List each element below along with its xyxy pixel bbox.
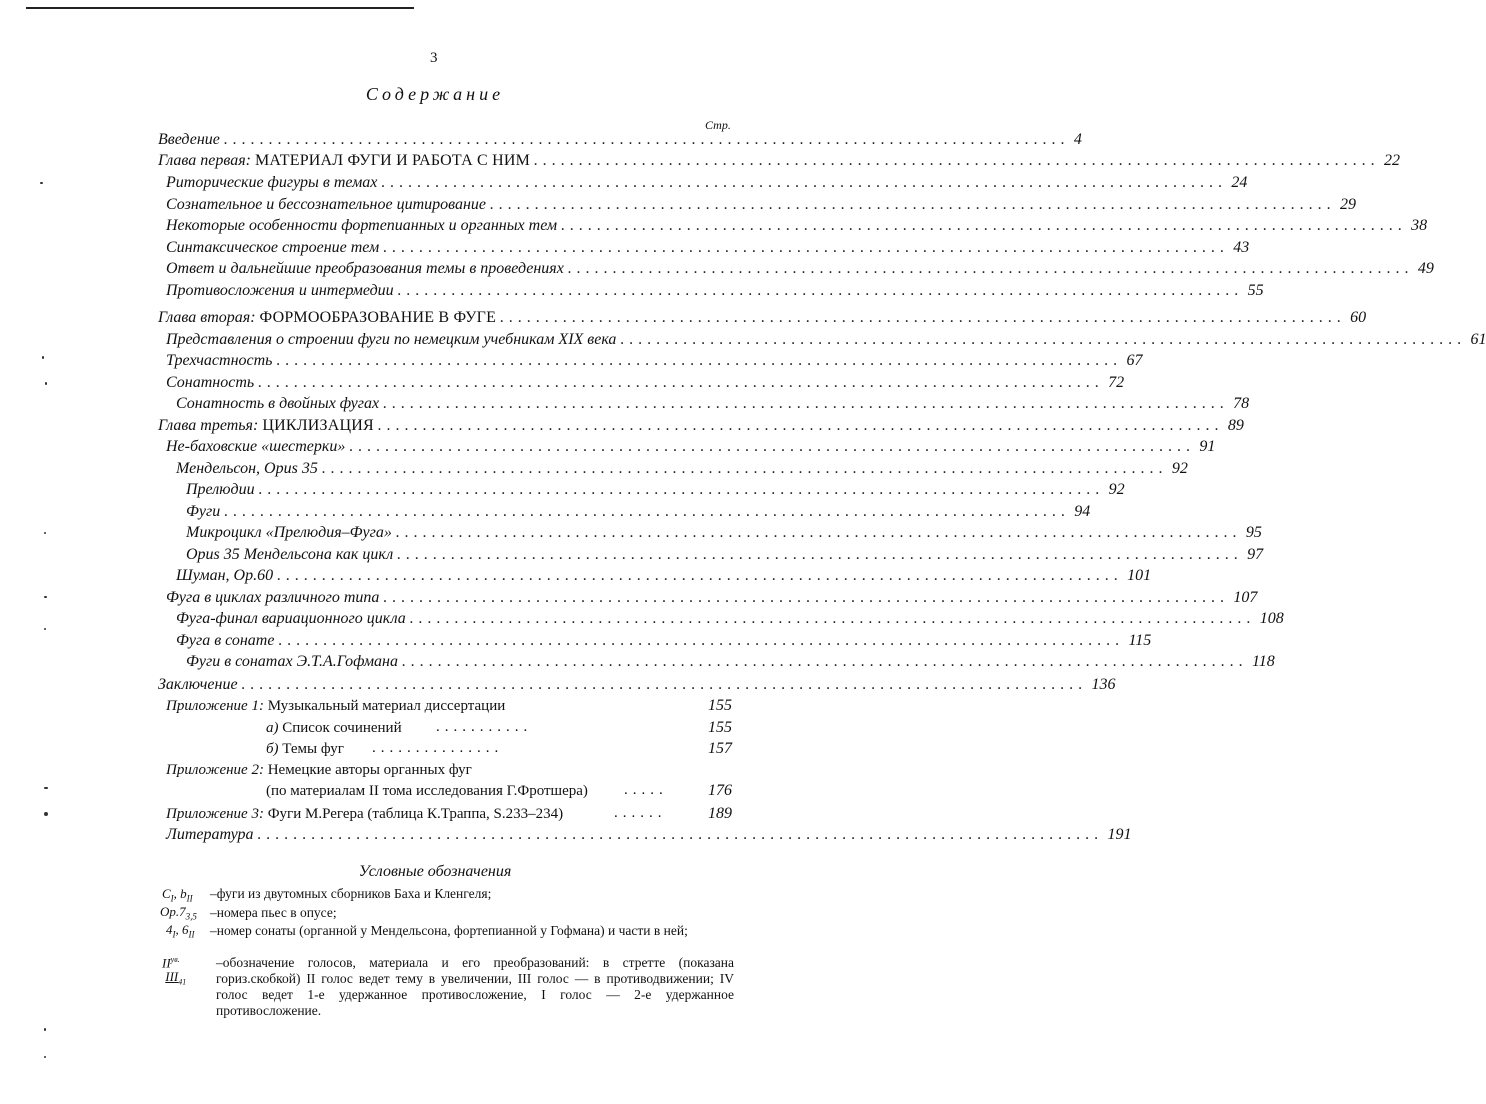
page-number: 3 [430, 50, 438, 66]
appendix-2-leader: ..... [624, 782, 668, 798]
scan-mark [44, 787, 48, 789]
toc-entry-piano-organ-themes: Некоторые особенности фортепианных и органных тем .............................................................................................. 38 [166, 217, 1428, 234]
appendix-3-page: 189 [708, 805, 732, 822]
toc-entry-literature: Литература .............................................................................................. 191 [166, 826, 1132, 843]
toc-entry-answer: Ответ и дальнейшие преобразования темы в проведениях .............................................................................................. 49 [166, 260, 1434, 277]
toc-entry-hoffmann-sonatas: Фуги в сонатах Э.Т.А.Гофмана .............................................................................................. 118 [186, 653, 1275, 670]
toc-entry-non-bach-sets: Не-баховские «шестерки» .............................................................................................. 91 [166, 438, 1216, 455]
legend-text: –обозначение голосов, материала и его преобразований: в стретте (показана гориз.скобкой) II голос ведет тему в увеличении, III голос — в противодвижении; IV голос ведет 1-е удержанное противосложение, I голос — 2-е удержанное противосложение. [216, 955, 734, 1018]
top-rule [26, 7, 414, 9]
appendix-1a-page: 155 [708, 719, 732, 736]
scan-mark [44, 812, 48, 816]
legend-symbol: $4_I$, $6_{II}$ [166, 922, 195, 940]
legend-symbol: $Op.7_{3,5}$ [160, 904, 197, 922]
toc-entry-chapter-1: Глава первая: МАТЕРИАЛ ФУГИ И РАБОТА С НИМ .............................................................................................. 22 [158, 152, 1401, 169]
legend-text: –номера пьес в опусе; [210, 905, 337, 920]
appendix-2-page: 176 [708, 782, 732, 799]
toc-entry-countersubjects: Противосложения и интермедии .............................................................................................. 55 [166, 282, 1264, 299]
toc-entry-fugue-in-cycles: Фуга в циклах различного типа .............................................................................................. 107 [166, 589, 1258, 606]
appendix-1: Приложение 1: Музыкальный материал диссертации [166, 698, 506, 714]
scan-mark [40, 182, 43, 184]
toc-entry-introduction: Введение .............................................................................................. 4 [158, 131, 1082, 148]
toc-entry-double-fugues: Сонатность в двойных фугах .............................................................................................. 78 [176, 395, 1250, 412]
scan-mark [45, 382, 47, 385]
toc-entry-rhetorical-figures: Риторические фигуры в темах .............................................................................................. 24 [166, 174, 1248, 191]
appendix-1a-leader: ........... [436, 719, 533, 735]
scan-mark [44, 532, 46, 534]
toc-entry-mendelssohn-op35: Мендельсон, Opus 35 .............................................................................................. 92 [176, 460, 1188, 477]
appendix-1a: а) Список сочинений [266, 720, 402, 736]
appendix-2: Приложение 2: Немецкие авторы органных фуг [166, 762, 472, 778]
appendix-1b: б) Темы фуг [266, 741, 344, 757]
scan-mark [44, 1056, 46, 1058]
toc-entry-german-textbooks: Представления о строении фуги по немецким учебникам XIX века .............................................................................................. 61 [166, 331, 1486, 348]
toc-entry-fugue-in-sonata: Фуга в сонате .............................................................................................. 115 [176, 632, 1152, 649]
toc-entry-microcycle: Микроцикл «Прелюдия–Фуга» .............................................................................................. 95 [186, 524, 1262, 541]
toc-entry-schumann-op60: Шуман, Op.60 .............................................................................................. 101 [176, 567, 1152, 584]
appendix-3-leader: ...... [614, 805, 667, 821]
toc-entry-variation-finale: Фуга-финал вариационного цикла .............................................................................................. 108 [176, 610, 1284, 627]
toc-entry-chapter-2: Глава вторая: ФОРМООБРАЗОВАНИЕ В ФУГЕ .............................................................................................. 60 [158, 309, 1367, 326]
toc-entry-tripartite: Трехчастность .............................................................................................. 67 [166, 352, 1143, 369]
toc-entry-syntax: Синтаксическое строение тем .............................................................................................. 43 [166, 239, 1250, 256]
appendix-2-line2: (по материалам II тома исследования Г.Фротшера) [266, 783, 588, 799]
toc-entry-preludes: Прелюдии .............................................................................................. 92 [186, 481, 1125, 498]
toc-entry-op35-cycle: Opus 35 Мендельсона как цикл .............................................................................................. 97 [186, 546, 1264, 563]
scan-mark [42, 356, 44, 359]
legend-symbol: $C_I$, $b_{II}$ [162, 886, 193, 904]
toc-entry-fugues: Фуги .............................................................................................. 94 [186, 503, 1091, 520]
scan-mark [44, 628, 46, 630]
appendix-1-page: 155 [708, 697, 732, 714]
legend-title: Условные обозначения [358, 863, 512, 880]
appendix-3: Приложение 3: Фуги М.Регера (таблица К.Траппа, S.233–234) [166, 806, 564, 822]
legend-text: –номер сонаты (органной у Мендельсона, фортепианной у Гофмана) и части в ней; [210, 923, 688, 938]
scan-mark [44, 1028, 46, 1031]
legend-text: –фуги из двутомных сборников Баха и Кленгеля; [210, 886, 492, 901]
toc-entry-conclusion: Заключение .............................................................................................. 136 [158, 676, 1116, 693]
legend-symbol: $II^{ув.}$ $III_{41}$ [162, 955, 187, 987]
toc-entry-sonata-form: Сонатность .............................................................................................. 72 [166, 374, 1125, 391]
appendix-1b-page: 157 [708, 740, 732, 757]
toc-entry-chapter-3: Глава третья: ЦИКЛИЗАЦИЯ .............................................................................................. 89 [158, 417, 1244, 434]
appendix-1b-leader: ............... [372, 740, 504, 756]
toc-entry-citation: Сознательное и бессознательное цитирование .............................................................................................. 29 [166, 196, 1356, 213]
scan-mark [44, 596, 47, 598]
page-title: Содержание [365, 84, 505, 104]
page-column-label: Стр. [705, 118, 731, 132]
